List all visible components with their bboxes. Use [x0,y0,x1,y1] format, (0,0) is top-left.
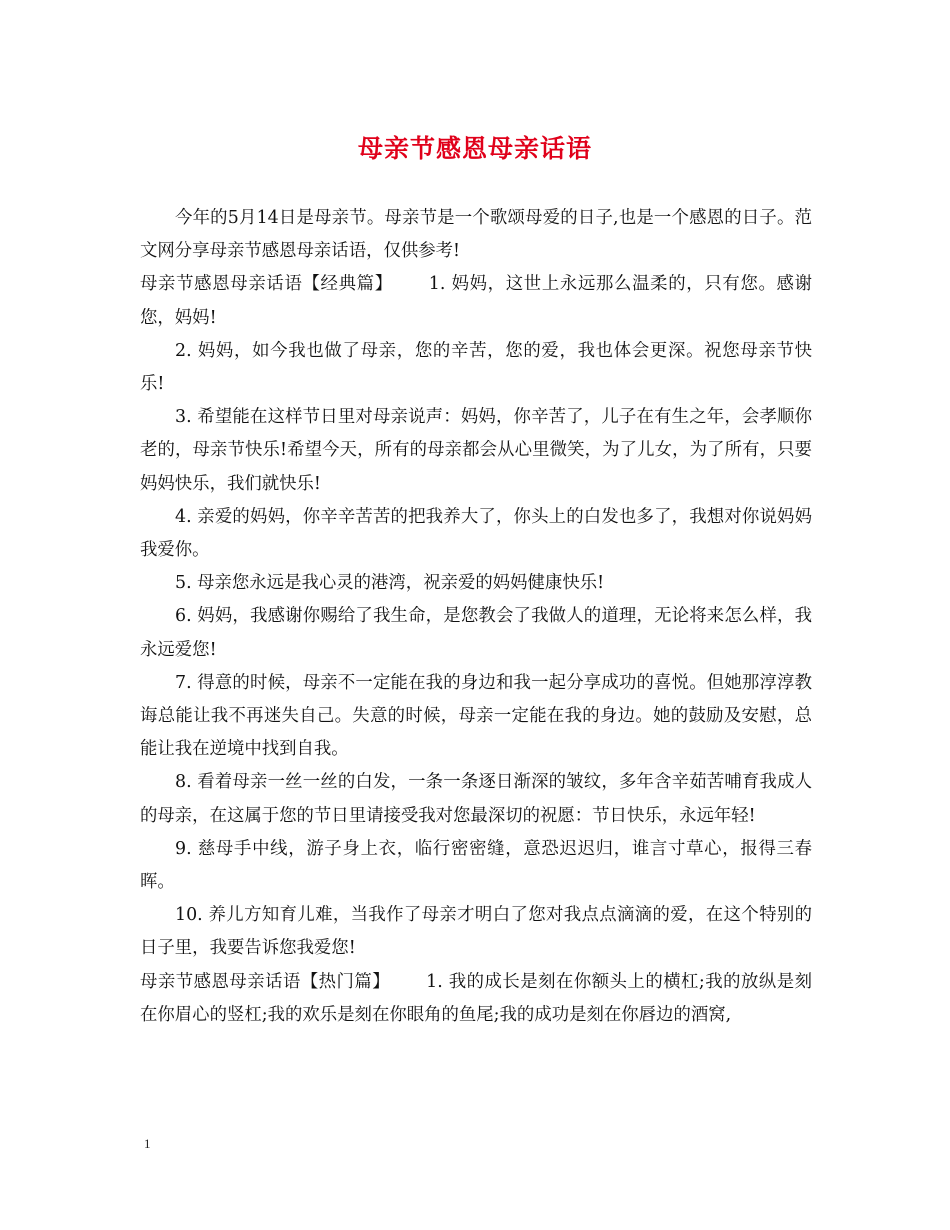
section-heading-classic: 母亲节感恩母亲话语【经典篇】 [140,274,393,295]
document-body [140,202,812,1032]
page-number: 1 [144,1136,151,1151]
classic-item-6: 6. 妈妈，我感谢你赐给了我生命，是您教会了我做人的道理，无论将来怎么样，我永远爱您! [140,606,812,660]
section-classic-paragraph [140,268,812,334]
classic-item-5: 5. 母亲您永远是我心灵的港湾，祝亲爱的妈妈健康快乐! [175,573,605,594]
classic-item-3: 3. 希望能在这样节日里对母亲说声：妈妈，你辛苦了，儿子在有生之年，会孝顺你老的，母亲节快乐!希望今天，所有的母亲都会从心里微笑，为了儿女，为了所有，只要妈妈快乐，我们就快乐! [140,407,812,494]
document-title: 母亲节感恩母亲话语 [357,134,592,163]
classic-item-9: 9. 慈母手中线，游子身上衣，临行密密缝，意恐迟迟归，谁言寸草心，报得三春晖。 [140,838,812,893]
classic-item-1: 1. 妈妈，这世上永远那么温柔的，只有您。感谢您，妈妈! [140,274,812,328]
classic-item-10: 10. 养儿方知育儿难，当我作了母亲才明白了您对我点点滴滴的爱，在这个特别的日子里，我要告诉您我爱您! [140,905,812,959]
section-heading-hot: 母亲节感恩母亲话语【热门篇】 [140,971,391,992]
classic-item-7: 7. 得意的时候，母亲不一定能在我的身边和我一起分享成功的喜悦。但她那淳淳教诲总能让我不再迷失自己。失意的时候，母亲一定能在我的身边。她的鼓励及安慰，总能让我在逆境中找到自我。 [140,672,812,760]
classic-item-4: 4. 亲爱的妈妈，你辛辛苦苦的把我养大了，你头上的白发也多了，我想对你说妈妈我爱你。 [140,506,812,561]
classic-item-2: 2. 妈妈，如今我也做了母亲，您的辛苦，您的爱，我也体会更深。祝您母亲节快乐! [140,340,812,395]
section-hot-paragraph [140,966,812,1032]
intro-paragraph: 今年的5月14日是母亲节。母亲节是一个歌颂母爱的日子,也是一个感恩的日子。范文网分享母亲节感恩母亲话语，仅供参考! [140,208,812,262]
classic-item-8: 8. 看着母亲一丝一丝的白发，一条一条逐日渐深的皱纹，多年含辛茹苦哺育我成人的母亲，在这属于您的节日里请接受我对您最深切的祝愿：节日快乐，永远年轻! [140,772,812,826]
hot-item-1: 1. 我的成长是刻在你额头上的横杠;我的放纵是刻在你眉心的竖杠;我的欢乐是刻在你眼角的鱼尾;我的成功是刻在你唇边的酒窝, [140,971,812,1025]
